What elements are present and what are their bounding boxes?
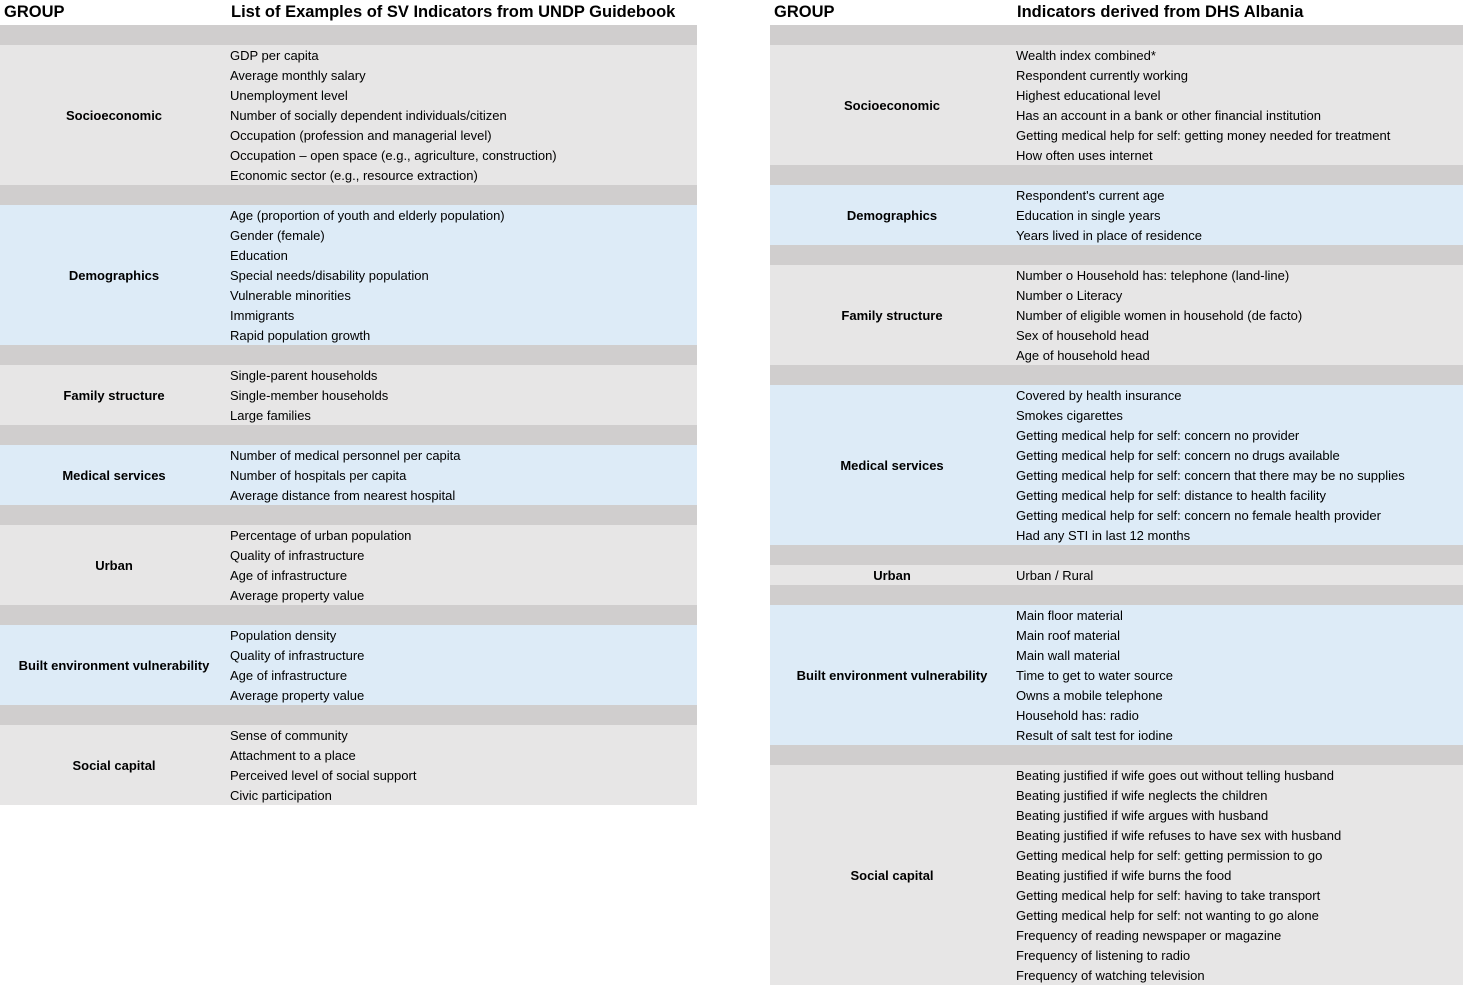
indicator-list xyxy=(228,525,411,605)
indicator-item: Gender (female) xyxy=(230,228,325,243)
group-row xyxy=(770,45,1463,165)
indicator-item: Average property value xyxy=(230,588,365,603)
indicator-item: Occupation (profession and managerial level) xyxy=(230,128,492,143)
indicator-list xyxy=(1014,45,1390,165)
indicator-item: Beating justified if wife neglects the children xyxy=(1016,788,1268,803)
indicator-item: Frequency of watching television xyxy=(1016,968,1205,983)
separator-row xyxy=(0,345,697,365)
indicator-item: Wealth index combined* xyxy=(1016,48,1156,63)
indicator-item: Getting medical help for self: getting money needed for treatment xyxy=(1016,128,1391,143)
indicator-list xyxy=(228,445,461,505)
separator-row xyxy=(0,25,697,45)
group-name: Socioeconomic xyxy=(65,107,163,123)
separator-row xyxy=(770,545,1463,565)
separator-row xyxy=(0,705,697,725)
indicator-item: Result of salt test for iodine xyxy=(1016,728,1173,743)
table-header xyxy=(770,0,1463,25)
group-row xyxy=(770,265,1463,365)
indicator-list xyxy=(228,725,416,805)
indicator-item: Number o Literacy xyxy=(1016,288,1123,303)
indicator-list xyxy=(1014,265,1302,365)
indicator-item: Years lived in place of residence xyxy=(1016,228,1202,243)
header-list: List of Examples of SV Indicators from UNDP Guidebook xyxy=(231,3,676,21)
indicator-list xyxy=(228,45,557,185)
indicator-item: Quality of infrastructure xyxy=(230,648,365,663)
indicator-item: Average property value xyxy=(230,688,365,703)
indicator-item: Education in single years xyxy=(1016,208,1161,223)
group-row xyxy=(0,205,697,345)
group-row xyxy=(0,625,697,705)
header-list: Indicators derived from DHS Albania xyxy=(1017,3,1304,21)
indicator-item: Single-member households xyxy=(230,388,389,403)
indicator-item: Urban / Rural xyxy=(1016,568,1094,583)
indicator-item: Main roof material xyxy=(1016,628,1121,643)
indicator-item: Respondent's current age xyxy=(1016,188,1165,203)
indicator-item: Had any STI in last 12 months xyxy=(1016,528,1191,543)
group-row xyxy=(770,565,1463,585)
separator-row xyxy=(770,245,1463,265)
indicator-item: Number of socially dependent individuals/citizen xyxy=(230,108,507,123)
indicator-item: Population density xyxy=(230,628,337,643)
header-group: GROUP xyxy=(4,3,65,21)
separator-row xyxy=(0,505,697,525)
group-name: Family structure xyxy=(63,387,165,403)
indicator-item: Getting medical help for self: concern no provider xyxy=(1016,428,1300,443)
indicator-item: Getting medical help for self: not wanting to go alone xyxy=(1016,908,1319,923)
group-row xyxy=(0,445,697,505)
indicator-list xyxy=(1014,765,1341,985)
indicator-item: Age of household head xyxy=(1016,348,1150,363)
dhs-indicators-table xyxy=(770,0,1463,985)
group-name: Urban xyxy=(873,567,911,583)
indicator-item: Age (proportion of youth and elderly population) xyxy=(230,208,505,223)
indicator-item: Average distance from nearest hospital xyxy=(230,488,456,503)
indicator-item: Main wall material xyxy=(1016,648,1121,663)
separator-row xyxy=(770,745,1463,765)
indicator-item: Occupation – open space (e.g., agriculture, construction) xyxy=(230,148,557,163)
indicator-item: Respondent currently working xyxy=(1016,68,1188,83)
group-name: Built environment vulnerability xyxy=(796,667,988,683)
indicator-item: Education xyxy=(230,248,288,263)
separator-row xyxy=(0,425,697,445)
indicator-item: Owns a mobile telephone xyxy=(1016,688,1163,703)
indicator-item: Main floor material xyxy=(1016,608,1123,623)
indicator-item: Economic sector (e.g., resource extraction) xyxy=(230,168,478,183)
indicator-item: Vulnerable minorities xyxy=(230,288,351,303)
indicator-item: Beating justified if wife goes out without telling husband xyxy=(1016,768,1334,783)
indicator-item: Covered by health insurance xyxy=(1016,388,1182,403)
group-name: Socioeconomic xyxy=(843,97,941,113)
indicator-item: Has an account in a bank or other financial institution xyxy=(1016,108,1321,123)
group-row xyxy=(0,365,697,425)
group-name: Medical services xyxy=(840,457,944,473)
group-row xyxy=(0,45,697,185)
indicator-item: Getting medical help for self: getting permission to go xyxy=(1016,848,1323,863)
indicator-item: Average monthly salary xyxy=(230,68,366,83)
indicator-item: Getting medical help for self: distance to health facility xyxy=(1016,488,1326,503)
indicator-item: Perceived level of social support xyxy=(230,768,417,783)
group-name: Built environment vulnerability xyxy=(18,657,210,673)
indicator-list xyxy=(1014,565,1093,585)
indicator-item: Number of medical personnel per capita xyxy=(230,448,461,463)
group-name: Social capital xyxy=(850,867,934,883)
group-name: Demographics xyxy=(846,207,938,223)
indicator-item: Quality of infrastructure xyxy=(230,548,365,563)
group-row xyxy=(0,525,697,605)
indicator-list xyxy=(228,365,388,425)
group-name: Social capital xyxy=(72,757,156,773)
indicator-item: Sex of household head xyxy=(1016,328,1149,343)
indicator-item: Getting medical help for self: having to take transport xyxy=(1016,888,1321,903)
group-row xyxy=(770,385,1463,545)
indicator-item: Highest educational level xyxy=(1016,88,1161,103)
separator-row xyxy=(770,365,1463,385)
group-row xyxy=(770,605,1463,745)
indicator-item: Civic participation xyxy=(230,788,332,803)
group-row xyxy=(770,185,1463,245)
indicator-item: Number o Household has: telephone (land-line) xyxy=(1016,268,1290,283)
group-row xyxy=(770,765,1463,985)
indicator-item: GDP per capita xyxy=(230,48,319,63)
indicator-item: Percentage of urban population xyxy=(230,528,412,543)
indicator-list xyxy=(228,205,505,345)
indicator-item: Frequency of listening to radio xyxy=(1016,948,1191,963)
separator-row xyxy=(770,165,1463,185)
indicator-item: Frequency of reading newspaper or magazine xyxy=(1016,928,1282,943)
separator-row xyxy=(0,605,697,625)
indicator-item: Age of infrastructure xyxy=(230,568,348,583)
indicator-item: Getting medical help for self: concern no female health provider xyxy=(1016,508,1381,523)
indicator-item: Attachment to a place xyxy=(230,748,356,763)
indicator-list xyxy=(1014,605,1173,745)
indicator-item: Getting medical help for self: concern that there may be no supplies xyxy=(1016,468,1405,483)
table-header xyxy=(0,0,697,25)
indicator-item: Age of infrastructure xyxy=(230,668,348,683)
header-group: GROUP xyxy=(774,3,835,21)
indicator-item: Smokes cigarettes xyxy=(1016,408,1123,423)
indicator-item: Special needs/disability population xyxy=(230,268,429,283)
indicator-list xyxy=(1014,185,1202,245)
indicator-item: Immigrants xyxy=(230,308,295,323)
group-name: Demographics xyxy=(68,267,160,283)
indicator-list xyxy=(228,625,364,705)
indicator-item: Unemployment level xyxy=(230,88,348,103)
undp-indicators-table xyxy=(0,0,697,805)
group-row xyxy=(0,725,697,805)
separator-row xyxy=(0,185,697,205)
indicator-item: Beating justified if wife burns the food xyxy=(1016,868,1232,883)
group-name: Medical services xyxy=(62,467,166,483)
indicator-item: Large families xyxy=(230,408,311,423)
indicator-item: Rapid population growth xyxy=(230,328,371,343)
indicator-item: Sense of community xyxy=(230,728,348,743)
indicator-item: Getting medical help for self: concern no drugs available xyxy=(1016,448,1340,463)
indicator-item: How often uses internet xyxy=(1016,148,1153,163)
separator-row xyxy=(770,585,1463,605)
separator-row xyxy=(770,25,1463,45)
group-name: Family structure xyxy=(841,307,943,323)
indicator-item: Number of eligible women in household (de facto) xyxy=(1016,308,1303,323)
indicator-item: Time to get to water source xyxy=(1016,668,1174,683)
indicator-item: Beating justified if wife argues with husband xyxy=(1016,808,1269,823)
indicator-item: Number of hospitals per capita xyxy=(230,468,407,483)
indicator-item: Beating justified if wife refuses to have sex with husband xyxy=(1016,828,1342,843)
indicator-item: Single-parent households xyxy=(230,368,378,383)
indicator-list xyxy=(1014,385,1405,545)
group-name: Urban xyxy=(95,557,133,573)
indicator-item: Household has: radio xyxy=(1016,708,1139,723)
